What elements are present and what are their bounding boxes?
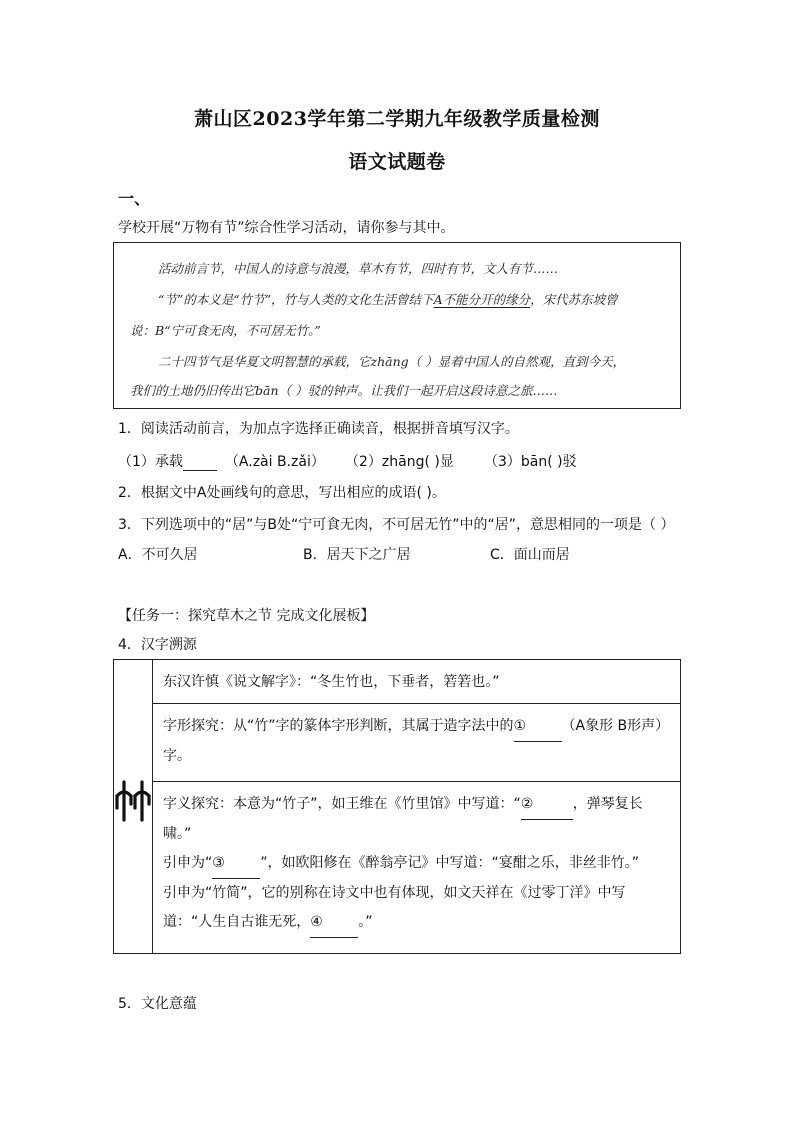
passage-line-2	[158, 290, 618, 308]
q5-heading: 5．文化意蕴	[118, 996, 197, 1012]
form-text-a: 字形探究：从“竹”字的篆体字形判断，其属于造字法中的	[163, 718, 514, 734]
passage-line-2c: ，宋代苏东坡曾	[530, 292, 618, 307]
passage-line-5: 我们的土地仍旧传出它bān（ ）驳的钟声。让我们一起开启这段诗意之旅……	[130, 383, 558, 398]
origin-row-meaning	[153, 782, 681, 954]
page-title: 萧山区2023学年第二学期九年级教学质量检测	[194, 108, 600, 130]
section-intro: 学校开展“万物有节”综合性学习活动，请你参与其中。	[118, 220, 455, 236]
blank-3[interactable]: ③	[212, 849, 260, 879]
q3-option-b: B．居天下之广居	[303, 547, 411, 563]
q1-part1-blank[interactable]	[183, 454, 217, 471]
page-subtitle: 语文试题卷	[348, 151, 446, 173]
bamboo-seal-icon	[115, 776, 151, 826]
passage-line-1: 活动前言节，中国人的诗意与浪漫，草木有节，四时有节，文人有节……	[158, 261, 559, 276]
seal-script-bamboo-glyph	[114, 660, 153, 954]
q1-part2: （2）zhāng( )显	[345, 454, 454, 470]
blank-1[interactable]: ①	[514, 712, 562, 742]
blank-4[interactable]: ④	[310, 908, 358, 938]
q3-option-c: C．面山而居	[490, 547, 570, 563]
q1-part3: （3）bān( )驳	[484, 454, 577, 470]
passage-line-4: 二十四节气是华夏文明智慧的承载，它zhāng（ ）显着中国人的自然观，直到今天，	[158, 354, 626, 369]
underlined-phrase-a: A不能分开的缘分	[433, 292, 531, 307]
meaning-text-a: 字义探究：本意为“竹子”，如王维在《竹里馆》中写道：“	[163, 796, 521, 812]
q1-stem: 1．阅读活动前言，为加点字选择正确读音，根据拼音填写汉字。	[118, 421, 519, 437]
task1-heading: 【任务一：探究草木之节 完成文化展板】	[118, 608, 375, 624]
q4-heading: 4．汉字溯源	[118, 637, 197, 653]
q3-stem: 3．下列选项中的“居”与B处“宁可食无肉，不可居无竹”中的“居”，意思相同的一项是（ ）	[118, 517, 675, 533]
meaning-text-e: 引申为“竹简”，它的别称在诗文中也有体现，如文天祥在《过零丁洋》中写道：“人生自古谁无死，	[163, 885, 626, 930]
character-origin-table	[113, 659, 681, 954]
q1-part1-options: （A.zài B.zǎi）	[224, 454, 325, 470]
q1-part1	[118, 451, 325, 471]
section-label: 一、	[118, 189, 151, 208]
blank-2[interactable]: ②	[521, 790, 573, 820]
meaning-text-b: ，弹琴复长啸。”	[163, 796, 643, 842]
passage-line-2a: “节”的本义是“竹节”，竹与人类的文化生活曾结下	[158, 292, 434, 307]
meaning-text-c: 引申为“	[163, 855, 213, 871]
meaning-text-f: 。”	[358, 914, 373, 930]
form-text-b: （A象形 B形声）字。	[163, 718, 670, 764]
intro-passage-box	[113, 242, 681, 409]
passage-line-3: 说：B“宁可食无肉，不可居无竹。”	[130, 323, 321, 338]
origin-row-shuowen: 东汉许慎《说文解字》：“冬生竹也，下垂者，箬箬也。”	[153, 660, 681, 704]
q3-option-a: A．不可久居	[118, 547, 198, 563]
origin-row-form	[153, 704, 681, 782]
q1-part1-label: （1）承载	[118, 454, 183, 470]
q2-stem: 2．根据文中A处画线句的意思，写出相应的成语( )。	[118, 485, 446, 501]
meaning-text-d: ”，如欧阳修在《醉翁亭记》中写道：“宴酣之乐，非丝非竹。”	[260, 855, 640, 871]
